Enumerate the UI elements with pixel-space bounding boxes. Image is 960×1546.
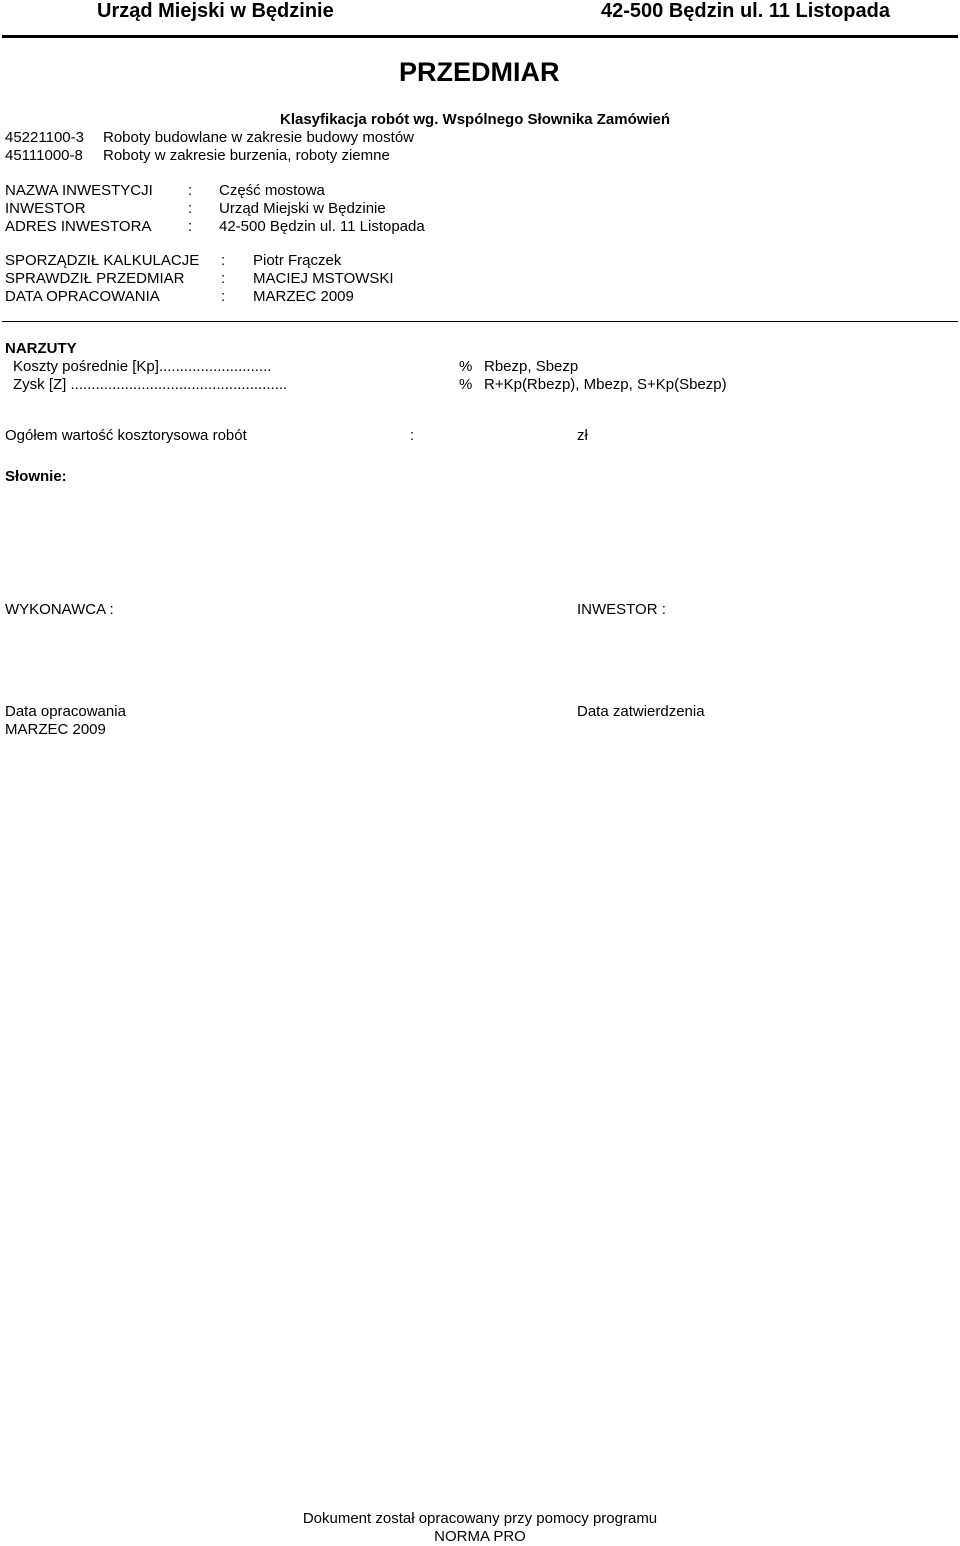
- investor-address-sep: :: [188, 218, 193, 235]
- checked-by-sep: :: [221, 270, 226, 287]
- checked-by-label: SPRAWDZIŁ PRZEDMIAR: [5, 270, 185, 287]
- classification-code: 45221100-3: [5, 129, 84, 146]
- prepared-by-value: Piotr Frączek: [253, 252, 342, 269]
- section-divider: [2, 321, 958, 322]
- classification-desc: Roboty budowlane w zakresie budowy mostów: [103, 129, 414, 146]
- total-sep: :: [410, 427, 415, 444]
- investment-name-label: NAZWA INWESTYCJI: [5, 182, 153, 199]
- narzut-label: Zysk [Z] ....................................................: [13, 376, 288, 393]
- narzut-pct: %: [459, 358, 473, 375]
- prep-date-value: MARZEC 2009: [253, 288, 354, 305]
- narzuty-heading: NARZUTY: [5, 340, 77, 357]
- checked-by-value: MACIEJ MSTOWSKI: [253, 270, 394, 287]
- header-left: Urząd Miejski w Będzinie: [97, 0, 334, 22]
- investment-name-value: Część mostowa: [219, 182, 325, 199]
- prep-date-label: DATA OPRACOWANIA: [5, 288, 160, 305]
- total-unit: zł: [577, 427, 588, 444]
- narzut-pct: %: [459, 376, 473, 393]
- header-divider: [2, 35, 958, 38]
- investor-address-value: 42-500 Będzin ul. 11 Listopada: [219, 218, 425, 235]
- investor-sign-label: INWESTOR :: [577, 601, 666, 618]
- investor-label: INWESTOR: [5, 200, 86, 217]
- classification-code: 45111000-8: [5, 147, 83, 164]
- classification-heading: Klasyfikacja robót wg. Wspólnego Słownika Zamówień: [280, 111, 671, 128]
- narzut-label: Koszty pośrednie [Kp]...........................: [13, 358, 272, 375]
- header-right: 42-500 Będzin ul. 11 Listopada: [601, 0, 890, 22]
- prepared-date-label: Data opracowania: [5, 703, 126, 720]
- contractor-label: WYKONAWCA :: [5, 601, 114, 618]
- investor-value: Urząd Miejski w Będzinie: [219, 200, 386, 217]
- narzut-basis: Rbezp, Sbezp: [484, 358, 579, 375]
- classification-desc: Roboty w zakresie burzenia, roboty ziemne: [103, 147, 390, 164]
- total-label: Ogółem wartość kosztorysowa robót: [5, 427, 247, 444]
- slownie-label: Słownie:: [5, 468, 67, 485]
- prepared-date-value: MARZEC 2009: [5, 721, 106, 738]
- prepared-by-sep: :: [221, 252, 226, 269]
- investor-sep: :: [188, 200, 193, 217]
- footer-line1: Dokument został opracowany przy pomocy programu: [302, 1510, 658, 1527]
- page-title: PRZEDMIAR: [399, 57, 560, 87]
- footer-line2: NORMA PRO: [434, 1528, 526, 1545]
- approved-date-label: Data zatwierdzenia: [577, 703, 705, 720]
- narzut-basis: R+Kp(Rbezp), Mbezp, S+Kp(Sbezp): [484, 376, 727, 393]
- prepared-by-label: SPORZĄDZIŁ KALKULACJE: [5, 252, 200, 269]
- prep-date-sep: :: [221, 288, 226, 305]
- investment-name-sep: :: [188, 182, 193, 199]
- investor-address-label: ADRES INWESTORA: [5, 218, 152, 235]
